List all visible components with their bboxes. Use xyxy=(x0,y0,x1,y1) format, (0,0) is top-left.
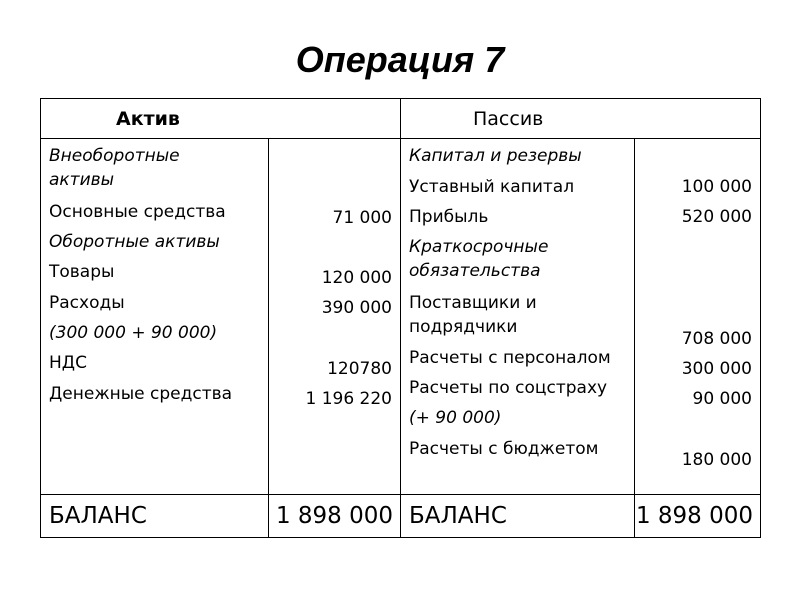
personnel-label: Расчеты с персоналом xyxy=(409,348,611,368)
profit-value: 520 000 xyxy=(681,207,752,227)
profit-label: Прибыль xyxy=(409,207,489,227)
cash-value: 1 196 220 xyxy=(305,389,392,409)
fixed-assets-value: 71 000 xyxy=(332,208,392,228)
expenses-value: 390 000 xyxy=(321,298,392,318)
goods-label: Товары xyxy=(49,262,115,282)
charter-capital-label: Уставный капитал xyxy=(409,177,575,197)
personnel-value: 300 000 xyxy=(681,359,752,379)
suppliers-value: 708 000 xyxy=(681,329,752,349)
capital-heading: Капитал и резервы xyxy=(409,146,582,166)
cash-label: Денежные средства xyxy=(49,384,233,404)
suppliers-label: Поставщики и подрядчики xyxy=(409,293,537,337)
budget-label: Расчеты с бюджетом xyxy=(409,439,599,459)
social-note: (+ 90 000) xyxy=(409,408,502,428)
goods-value: 120 000 xyxy=(321,268,392,288)
fixed-assets-label: Основные средства xyxy=(49,202,226,222)
current-assets-heading: Оборотные активы xyxy=(49,232,220,252)
liability-total-value: 1 898 000 xyxy=(635,503,753,529)
vat-value: 120780 xyxy=(327,359,392,379)
budget-value: 180 000 xyxy=(681,450,752,470)
asset-value-divider xyxy=(268,138,269,537)
liability-header: Пассив xyxy=(473,108,544,130)
social-value: 90 000 xyxy=(692,389,752,409)
expenses-note: (300 000 + 90 000) xyxy=(49,323,218,343)
expenses-label: Расходы xyxy=(49,293,125,313)
liability-total-label: БАЛАНС xyxy=(409,503,507,529)
shortterm-heading: Краткосрочные обязательства xyxy=(409,237,549,281)
social-label: Расчеты по соцстраху xyxy=(409,378,608,398)
vat-label: НДС xyxy=(49,353,87,373)
asset-header: Актив xyxy=(116,108,180,130)
charter-capital-value: 100 000 xyxy=(681,177,752,197)
asset-total-value: 1 898 000 xyxy=(275,503,393,529)
page-title: Операция 7 xyxy=(295,39,505,80)
center-divider xyxy=(400,99,401,537)
balance-table xyxy=(40,98,761,538)
noncurrent-assets-heading: Внеоборотные активы xyxy=(49,146,180,190)
asset-total-label: БАЛАНС xyxy=(49,503,147,529)
